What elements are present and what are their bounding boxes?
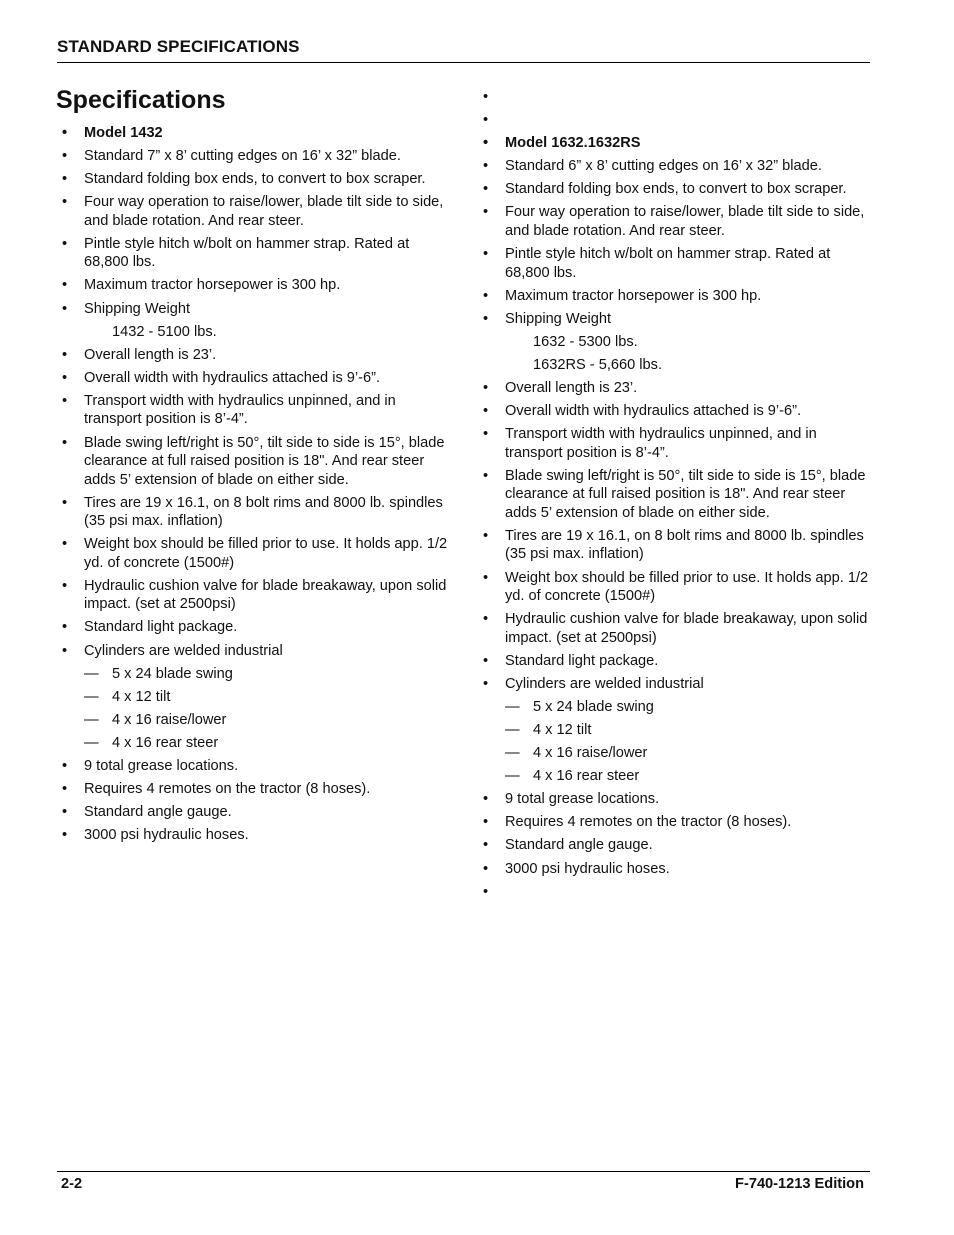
page-number: 2-2 — [61, 1176, 83, 1192]
list-item: • Weight box should be filled prior to use. It holds app. 1/2 yd. of concrete (1500#) — [62, 535, 454, 572]
sub-list-item: — 4 x 16 raise/lower — [483, 744, 875, 763]
list-item: • Maximum tractor horsepower is 300 hp. — [483, 287, 875, 306]
list-item: • Shipping Weight — [483, 310, 875, 329]
list-item: • Hydraulic cushion valve for blade breakaway, upon solid impact. (set at 2500psi) — [483, 610, 875, 647]
list-item: • Cylinders are welded industrial — [62, 642, 454, 661]
edition-label: F-740-1213 Edition — [735, 1176, 864, 1192]
list-item: • Maximum tractor horsepower is 300 hp. — [62, 276, 454, 295]
list-item: • 9 total grease locations. — [62, 757, 454, 776]
sub-list-item: — 5 x 24 blade swing — [483, 698, 875, 717]
list-item: • Overall length is 23’. — [483, 379, 875, 398]
list-item: • Tires are 19 x 16.1, on 8 bolt rims and 8000 lb. spindles (35 psi max. inflation) — [483, 527, 875, 564]
list-item: • Pintle style hitch w/bolt on hammer strap. Rated at 68,800 lbs. — [62, 235, 454, 272]
list-item: • Cylinders are welded industrial — [483, 675, 875, 694]
list-item: • Blade swing left/right is 50°, tilt side to side is 15°, blade clearance at full raised position is 18". And rear steer adds 5’ extension of blade on either side. — [62, 434, 454, 490]
list-item — [483, 883, 875, 902]
list-item: • Four way operation to raise/lower, blade tilt side to side, and blade rotation. And rear steer. — [62, 193, 454, 230]
spec-list-model-1632 — [483, 88, 875, 906]
list-item: • 9 total grease locations. — [483, 790, 875, 809]
list-item: • Pintle style hitch w/bolt on hammer strap. Rated at 68,800 lbs. — [483, 245, 875, 282]
list-item: • Overall width with hydraulics attached is 9’-6”. — [62, 369, 454, 388]
sub-list-item: — 4 x 12 tilt — [62, 688, 454, 707]
list-item: • Model 1432 — [62, 124, 454, 143]
sub-list-item: — 4 x 16 rear steer — [483, 767, 875, 786]
list-item: • Transport width with hydraulics unpinned, and in transport position is 8’-4”. — [62, 392, 454, 429]
list-item: • Standard folding box ends, to convert to box scraper. — [62, 170, 454, 189]
spec-list-model-1432 — [62, 124, 454, 849]
indented-item: 1632RS - 5,660 lbs. — [533, 356, 662, 373]
list-item — [483, 88, 875, 107]
list-item: • Standard light package. — [62, 618, 454, 637]
list-item: • Standard 7” x 8’ cutting edges on 16’ x 32” blade. — [62, 147, 454, 166]
list-item: • Standard angle gauge. — [483, 836, 875, 855]
list-item — [483, 111, 875, 130]
list-item: • Model 1632.1632RS — [483, 134, 875, 153]
list-item: • Requires 4 remotes on the tractor (8 hoses). — [62, 780, 454, 799]
sub-list-item: — 4 x 12 tilt — [483, 721, 875, 740]
list-item: • Standard light package. — [483, 652, 875, 671]
list-item: • Standard 6” x 8’ cutting edges on 16’ x 32” blade. — [483, 157, 875, 176]
list-item: • 3000 psi hydraulic hoses. — [62, 826, 454, 845]
page-footer — [57, 1171, 870, 1192]
list-item: • Requires 4 remotes on the tractor (8 hoses). — [483, 813, 875, 832]
sub-list-item: — 4 x 16 rear steer — [62, 734, 454, 753]
sub-list-item: — 4 x 16 raise/lower — [62, 711, 454, 730]
page-header — [57, 37, 870, 63]
list-item: • Hydraulic cushion valve for blade breakaway, upon solid impact. (set at 2500psi) — [62, 577, 454, 614]
list-item: • 3000 psi hydraulic hoses. — [483, 860, 875, 879]
indented-item: 1432 - 5100 lbs. — [112, 323, 217, 340]
list-item: • Transport width with hydraulics unpinned, and in transport position is 8’-4”. — [483, 425, 875, 462]
section-title: STANDARD SPECIFICATIONS — [57, 37, 300, 56]
list-item: • Overall length is 23’. — [62, 346, 454, 365]
list-item: • Weight box should be filled prior to use. It holds app. 1/2 yd. of concrete (1500#) — [483, 569, 875, 606]
sub-list-item: — 5 x 24 blade swing — [62, 665, 454, 684]
page-title: Specifications — [56, 86, 226, 114]
indented-item: 1632 - 5300 lbs. — [533, 333, 638, 350]
list-item: • Shipping Weight — [62, 300, 454, 319]
list-item: • Blade swing left/right is 50°, tilt side to side is 15°, blade clearance at full raised position is 18". And rear steer adds 5’ extension of blade on either side. — [483, 467, 875, 523]
list-item: • Standard folding box ends, to convert to box scraper. — [483, 180, 875, 199]
list-item: • Overall width with hydraulics attached is 9’-6”. — [483, 402, 875, 421]
list-item: • Tires are 19 x 16.1, on 8 bolt rims and 8000 lb. spindles (35 psi max. inflation) — [62, 494, 454, 531]
list-item: • Standard angle gauge. — [62, 803, 454, 822]
list-item: • Four way operation to raise/lower, blade tilt side to side, and blade rotation. And rear steer. — [483, 203, 875, 240]
